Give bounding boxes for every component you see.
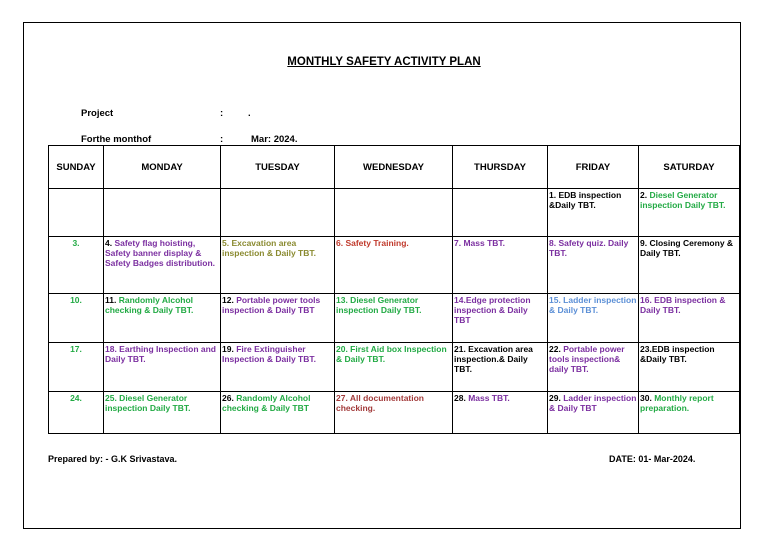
activity-text: 12. xyxy=(222,295,237,305)
activity-text: Portable power tools inspection & Daily TBT xyxy=(222,295,321,315)
activity-text: 14.Edge protection inspection & Daily TBT xyxy=(454,295,531,325)
day-cell xyxy=(639,237,740,294)
activity-text: 30. xyxy=(640,393,655,403)
activity-text: 3. xyxy=(72,238,80,248)
activity-text: Monthly report preparation. xyxy=(640,393,714,413)
table-row xyxy=(49,294,740,343)
project-label: Project xyxy=(81,108,114,119)
day-cell xyxy=(104,237,221,294)
activity-text: 21. Excavation area inspection.& Daily TBT. xyxy=(454,344,533,374)
activity-text: 1. EDB inspection &Daily TBT. xyxy=(549,190,622,210)
day-header: SUNDAY xyxy=(49,146,104,189)
day-cell xyxy=(639,189,740,237)
activity-text: 26. xyxy=(222,393,237,403)
activity-text: 25. Diesel Generator inspection Daily TBT. xyxy=(105,393,191,413)
day-cell xyxy=(453,343,548,392)
activity-text: 2. xyxy=(640,190,650,200)
activity-text: Safety flag hoisting, Safety banner display & Safety Badges distribution. xyxy=(105,238,216,268)
table-row xyxy=(49,392,740,434)
document-date: DATE: 01- Mar-2024. xyxy=(609,454,696,464)
day-cell xyxy=(548,294,639,343)
activity-text: 13. Diesel Generator inspection Daily TBT. xyxy=(336,295,422,315)
table-row xyxy=(49,189,740,237)
day-cell xyxy=(335,343,453,392)
day-cell xyxy=(221,237,335,294)
sunday-cell xyxy=(49,343,104,392)
activity-text: 5. Excavation area inspection & Daily TBT. xyxy=(222,238,316,258)
sunday-cell xyxy=(49,237,104,294)
day-cell xyxy=(548,189,639,237)
day-cell xyxy=(453,392,548,434)
project-value: . xyxy=(248,108,251,119)
day-header: WEDNESDAY xyxy=(335,146,453,189)
activity-text: 18. Earthing Inspection and Daily TBT. xyxy=(105,344,216,364)
activity-text: Portable power tools inspection& daily TBT. xyxy=(549,344,625,374)
activity-text: 29. xyxy=(549,393,564,403)
day-cell xyxy=(453,189,548,237)
activity-text: Randomly Alcohol checking & Daily TBT. xyxy=(105,295,194,315)
activity-text: 23.EDB inspection &Daily TBT. xyxy=(640,344,715,364)
day-cell xyxy=(221,392,335,434)
day-cell xyxy=(104,392,221,434)
activity-text: 28. xyxy=(454,393,469,403)
activity-text: 20. First Aid box Inspection & Daily TBT. xyxy=(336,344,447,364)
activity-text: 17. xyxy=(70,344,82,354)
activity-text: 16. EDB inspection & Daily TBT. xyxy=(640,295,726,315)
activity-text: 6. Safety Training. xyxy=(336,238,409,248)
day-cell xyxy=(639,343,740,392)
activity-text: 9. Closing Ceremony & Daily TBT. xyxy=(640,238,734,258)
day-cell xyxy=(104,189,221,237)
day-cell xyxy=(221,294,335,343)
day-cell xyxy=(639,392,740,434)
day-cell xyxy=(548,392,639,434)
activity-text: 7. Mass TBT. xyxy=(454,238,506,248)
day-cell xyxy=(221,189,335,237)
day-cell xyxy=(639,294,740,343)
day-cell xyxy=(548,237,639,294)
project-colon: : xyxy=(220,108,224,119)
sunday-cell xyxy=(49,294,104,343)
sunday-cell xyxy=(49,392,104,434)
day-cell xyxy=(453,237,548,294)
day-cell xyxy=(221,343,335,392)
month-label: Forthe monthof xyxy=(81,134,152,145)
activity-text: 15. Ladder inspection & Daily TBT. xyxy=(549,295,637,315)
day-header: THURSDAY xyxy=(453,146,548,189)
activity-text: 10. xyxy=(70,295,82,305)
day-header: FRIDAY xyxy=(548,146,639,189)
activity-text: Fire Extinguisher Inspection & Daily TBT. xyxy=(222,344,316,364)
table-row xyxy=(49,237,740,294)
sunday-cell xyxy=(49,189,104,237)
activity-text: Randomly Alcohol checking & Daily TBT xyxy=(222,393,311,413)
activity-text: 19. xyxy=(222,344,237,354)
table-row xyxy=(49,343,740,392)
activity-text: 24. xyxy=(70,393,82,403)
calendar-table xyxy=(48,145,740,434)
activity-text: Mass TBT. xyxy=(468,393,510,403)
activity-text: Ladder inspection & Daily TBT xyxy=(549,393,637,413)
day-header: SATURDAY xyxy=(639,146,740,189)
day-cell xyxy=(453,294,548,343)
day-cell xyxy=(104,343,221,392)
activity-text: 22. xyxy=(549,344,564,354)
activity-text: 11. xyxy=(105,295,119,305)
day-cell xyxy=(104,294,221,343)
day-cell xyxy=(335,237,453,294)
activity-text: 27. All documentation checking. xyxy=(336,393,425,413)
day-cell xyxy=(335,392,453,434)
activity-text: 8. Safety quiz. Daily TBT. xyxy=(549,238,629,258)
day-header: TUESDAY xyxy=(221,146,335,189)
prepared-by: Prepared by: - G.K Srivastava. xyxy=(48,454,178,464)
day-header: MONDAY xyxy=(104,146,221,189)
day-cell xyxy=(335,294,453,343)
page-title: MONTHLY SAFETY ACTIVITY PLAN xyxy=(287,56,481,68)
month-colon: : xyxy=(220,134,224,145)
month-value: Mar: 2024. xyxy=(251,134,298,145)
activity-text: Diesel Generator inspection Daily TBT. xyxy=(640,190,726,210)
day-cell xyxy=(335,189,453,237)
activity-text: 4. xyxy=(105,238,115,248)
header-row xyxy=(49,146,740,189)
day-cell xyxy=(548,343,639,392)
